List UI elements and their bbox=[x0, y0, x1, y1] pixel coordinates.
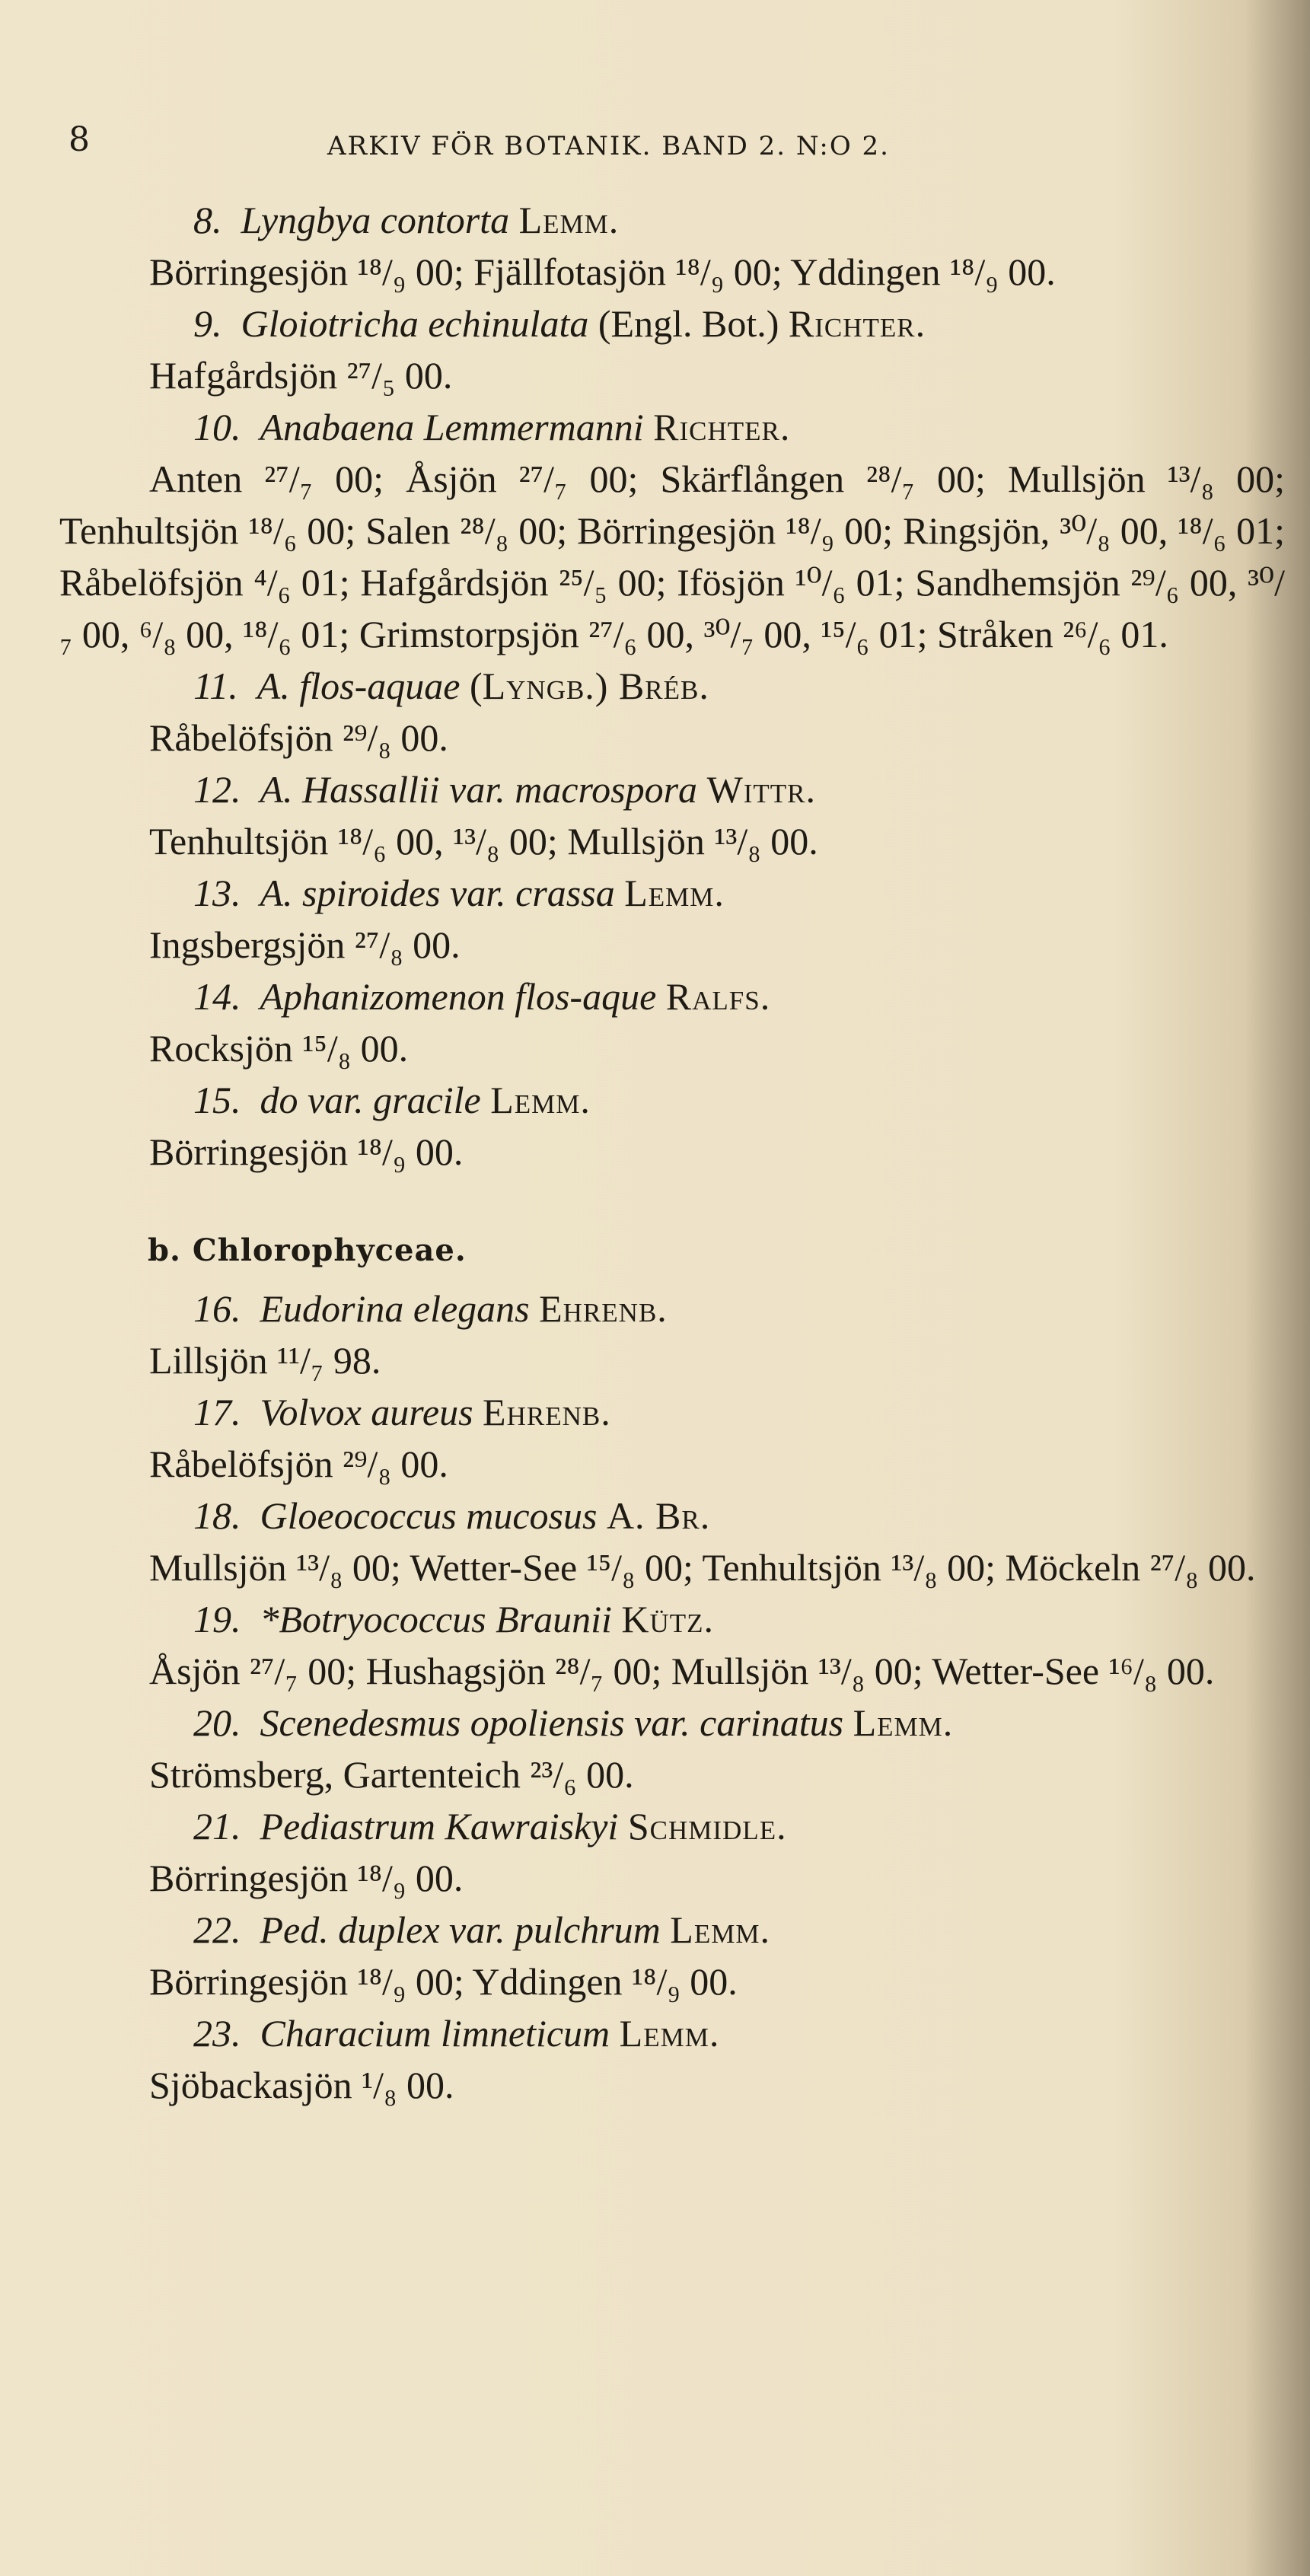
localities: Sjöbackasjön ¹/₈ 00. bbox=[149, 2064, 454, 2106]
species-name: Volvox aureus bbox=[260, 1391, 473, 1433]
species-author: Lemm. bbox=[853, 1701, 954, 1744]
species-entry bbox=[59, 194, 1285, 298]
localities: Strömsberg, Gartenteich ²³/₆ 00. bbox=[149, 1753, 634, 1796]
species-entry bbox=[59, 1283, 1285, 1386]
entry-number: 18. bbox=[193, 1494, 241, 1537]
species-name: A. spiroides var. crassa bbox=[260, 872, 615, 914]
entry-number: 16. bbox=[193, 1287, 241, 1330]
localities: Anten ²⁷/₇ 00; Åsjön ²⁷/₇ 00; Skärflången ²⁸/₇ 00; Mullsjön ¹³/₈ 00; Tenhultsjön ¹⁸/₆ 00; Salen ²⁸/₈ 00; Börringesjön ¹⁸/₉ 00; Ringsjön, ³⁰/₈ 00, ¹⁸/₆ 01; Råbelöfsjön ⁴/₆ 01; Hafgårdsjön ²⁵/₅ 00; Ifösjön ¹⁰/₆ 01; Sandhemsjön ²⁹/₆ 00, ³⁰/₇ 00, ⁶/₈ 00, ¹⁸/₆ 01; Grimstorpsjön ²⁷/₆ 00, ³⁰/₇ 00, ¹⁵/₆ 01; Stråken ²⁶/₆ 01. bbox=[59, 457, 1285, 655]
section-heading: b. Chlorophyceae. bbox=[148, 1232, 467, 1268]
document-body bbox=[59, 194, 1285, 2111]
entry-number: 9. bbox=[193, 302, 222, 345]
taxon-line bbox=[59, 1593, 1285, 1645]
species-name: do var. gracile bbox=[260, 1079, 481, 1121]
species-name: Gloeococcus mucosus bbox=[260, 1494, 598, 1537]
localities: Råbelöfsjön ²⁹/₈ 00. bbox=[149, 716, 448, 759]
species-author: Richter. bbox=[788, 302, 926, 345]
name-suffix: ( bbox=[460, 665, 483, 707]
entry-number: 23. bbox=[193, 2012, 241, 2055]
entry-number: 20. bbox=[193, 1701, 241, 1744]
localities: Börringesjön ¹⁸/₉ 00; Fjällfotasjön ¹⁸/₉ 00; Yddingen ¹⁸/₉ 00. bbox=[149, 250, 1056, 293]
taxon-line bbox=[59, 1074, 1285, 1126]
section-cyanophyceae-list bbox=[59, 194, 1285, 1178]
species-author: Lemm. bbox=[490, 1079, 591, 1121]
species-author: Lemm. bbox=[518, 199, 620, 241]
page-number: 8 bbox=[69, 120, 91, 159]
species-name: Aphanizomenon flos-aque bbox=[260, 975, 657, 1018]
taxon-line bbox=[59, 1283, 1285, 1334]
species-entry bbox=[59, 971, 1285, 1074]
localities: Hafgårdsjön ²⁷/₅ 00. bbox=[149, 354, 453, 397]
entry-number: 10. bbox=[193, 406, 241, 448]
species-author: Schmidle. bbox=[627, 1805, 787, 1848]
entry-number: 15. bbox=[193, 1079, 241, 1121]
localities: Råbelöfsjön ²⁹/₈ 00. bbox=[149, 1443, 448, 1485]
taxon-line bbox=[59, 1904, 1285, 1956]
localities: Börringesjön ¹⁸/₉ 00. bbox=[149, 1130, 464, 1173]
species-author: Ehrenb. bbox=[483, 1391, 611, 1433]
species-author: Lyngb.) Bréb. bbox=[482, 665, 709, 707]
entry-number: 8. bbox=[193, 199, 222, 241]
entry-number: 14. bbox=[193, 975, 241, 1018]
entry-number: 13. bbox=[193, 872, 241, 914]
species-entry bbox=[59, 1490, 1285, 1593]
species-author: Richter. bbox=[653, 406, 791, 448]
species-author: Ralfs. bbox=[665, 975, 771, 1018]
taxon-line bbox=[59, 1697, 1285, 1749]
localities: Åsjön ²⁷/₇ 00; Hushagsjön ²⁸/₇ 00; Mullsjön ¹³/₈ 00; Wetter-See ¹⁶/₈ 00. bbox=[149, 1650, 1215, 1692]
species-entry bbox=[59, 1697, 1285, 1800]
species-name: A. Hassallii var. macrospora bbox=[260, 768, 698, 811]
species-author: Wittr. bbox=[706, 768, 817, 811]
taxon-line bbox=[59, 401, 1285, 453]
taxon-line bbox=[59, 2007, 1285, 2059]
section-chlorophyceae-list bbox=[59, 1283, 1285, 2111]
species-name: *Botryococcus Braunii bbox=[260, 1598, 612, 1640]
localities: Börringesjön ¹⁸/₉ 00. bbox=[149, 1857, 464, 1899]
species-author: Lemm. bbox=[619, 2012, 720, 2055]
species-entry bbox=[59, 764, 1285, 867]
taxon-line bbox=[59, 660, 1285, 712]
taxon-line bbox=[59, 867, 1285, 919]
species-entry bbox=[59, 1593, 1285, 1697]
species-name: Eudorina elegans bbox=[260, 1287, 530, 1330]
localities: Tenhultsjön ¹⁸/₆ 00, ¹³/₈ 00; Mullsjön ¹³/₈ 00. bbox=[149, 820, 818, 862]
species-name: A. flos-aquae bbox=[257, 665, 461, 707]
species-name: Anabaena Lemmermanni bbox=[260, 406, 644, 448]
taxon-line bbox=[59, 1800, 1285, 1852]
species-entry bbox=[59, 1800, 1285, 1904]
taxon-line bbox=[59, 764, 1285, 815]
name-suffix: (Engl. Bot.) bbox=[588, 302, 789, 345]
page-header bbox=[69, 120, 1088, 174]
localities: Lillsjön ¹¹/₇ 98. bbox=[149, 1339, 381, 1382]
entry-number: 11. bbox=[193, 665, 238, 707]
taxon-line bbox=[59, 971, 1285, 1022]
species-entry bbox=[59, 2007, 1285, 2111]
running-title: ARKIV FÖR BOTANIK. BAND 2. N:O 2. bbox=[327, 131, 890, 161]
species-author: Lemm. bbox=[670, 1908, 770, 1951]
species-name: Ped. duplex var. pulchrum bbox=[260, 1908, 661, 1951]
localities: Rocksjön ¹⁵/₈ 00. bbox=[149, 1027, 409, 1070]
species-name: Pediastrum Kawraiskyi bbox=[260, 1805, 619, 1848]
species-entry bbox=[59, 401, 1285, 660]
entry-number: 22. bbox=[193, 1908, 241, 1951]
species-author: Lemm. bbox=[624, 872, 725, 914]
species-author: Ehrenb. bbox=[539, 1287, 668, 1330]
taxon-line bbox=[59, 298, 1285, 349]
entry-number: 17. bbox=[193, 1391, 241, 1433]
taxon-line bbox=[59, 194, 1285, 246]
localities: Börringesjön ¹⁸/₉ 00; Yddingen ¹⁸/₉ 00. bbox=[149, 1960, 738, 2003]
species-name: Scenedesmus opoliensis var. carinatus bbox=[260, 1701, 844, 1744]
localities: Ingsbergsjön ²⁷/₈ 00. bbox=[149, 923, 461, 966]
entry-number: 12. bbox=[193, 768, 241, 811]
entry-number: 19. bbox=[193, 1598, 241, 1640]
species-entry bbox=[59, 660, 1285, 764]
species-entry bbox=[59, 1904, 1285, 2007]
taxon-line bbox=[59, 1386, 1285, 1438]
species-author: A. Br. bbox=[606, 1494, 711, 1537]
species-entry bbox=[59, 1074, 1285, 1178]
species-name: Gloiotricha echinulata bbox=[241, 302, 589, 345]
species-entry bbox=[59, 1386, 1285, 1490]
entry-number: 21. bbox=[193, 1805, 241, 1848]
species-entry bbox=[59, 298, 1285, 401]
species-name: Lyngbya contorta bbox=[241, 199, 510, 241]
species-author: Kütz. bbox=[621, 1598, 715, 1640]
taxon-line bbox=[59, 1490, 1285, 1541]
localities: Mullsjön ¹³/₈ 00; Wetter-See ¹⁵/₈ 00; Tenhultsjön ¹³/₈ 00; Möckeln ²⁷/₈ 00. bbox=[149, 1546, 1256, 1589]
species-name: Characium limneticum bbox=[260, 2012, 610, 2055]
species-entry bbox=[59, 867, 1285, 971]
